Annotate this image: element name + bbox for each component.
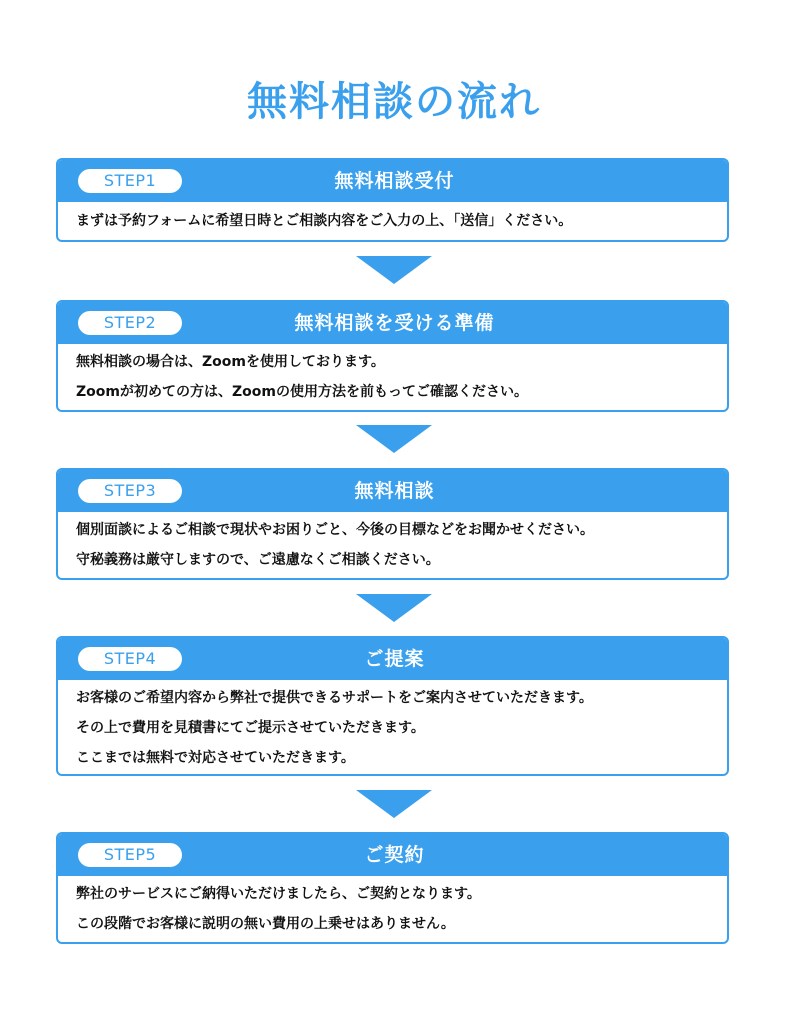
step-text-line: この段階でお客様に説明の無い費用の上乗せはありません。 [76, 916, 455, 932]
step-text-line: 弊社のサービスにご納得いただけましたら、ご契約となります。 [76, 886, 481, 902]
step-text-line: Zoomが初めての方は、Zoomの使用方法を前もってご確認ください。 [76, 384, 528, 400]
step-body [58, 344, 727, 407]
step-card-1 [56, 158, 729, 242]
step-text-line: まずは予約フォームに希望日時とご相談内容をご入力の上、「送信」ください。 [76, 213, 573, 229]
step-text-line: 守秘義務は厳守しますので、ご遠慮なくご相談ください。 [76, 552, 440, 568]
step-title: ご契約 [364, 844, 425, 866]
step-header [58, 834, 727, 876]
step-badge: STEP4 [78, 647, 182, 671]
step-header [58, 470, 727, 512]
down-arrow-icon [356, 594, 432, 622]
step-text-line: ここまでは無料で対応させていただきます。 [76, 750, 355, 766]
step-card-5 [56, 832, 729, 944]
step-card-4 [56, 636, 729, 776]
step-card-3 [56, 468, 729, 580]
step-text-line: 無料相談の場合は、Zoomを使用しております。 [76, 354, 385, 370]
step-text-line: お客様のご希望内容から弊社で提供できるサポートをご案内させていただきます。 [76, 690, 593, 706]
step-text-line: 個別面談によるご相談で現状やお困りごと、今後の目標などをお聞かせください。 [76, 522, 594, 538]
page-title: 無料相談の流れ [247, 79, 541, 125]
step-body [58, 202, 727, 236]
step-body [58, 512, 727, 575]
step-title: 無料相談を受ける準備 [294, 312, 495, 334]
step-badge: STEP2 [78, 311, 182, 335]
step-header [58, 302, 727, 344]
step-card-2 [56, 300, 729, 412]
step-badge: STEP5 [78, 843, 182, 867]
down-arrow-icon [356, 790, 432, 818]
step-text-line: その上で費用を見積書にてご提示させていただきます。 [76, 720, 425, 736]
step-body [58, 680, 727, 773]
down-arrow-icon [356, 425, 432, 453]
down-arrow-icon [356, 256, 432, 284]
step-header [58, 160, 727, 202]
step-title: 無料相談受付 [334, 170, 455, 192]
step-title: ご提案 [364, 648, 425, 670]
step-body [58, 876, 727, 939]
step-title: 無料相談 [354, 480, 435, 502]
step-badge: STEP3 [78, 479, 182, 503]
step-badge: STEP1 [78, 169, 182, 193]
step-header [58, 638, 727, 680]
